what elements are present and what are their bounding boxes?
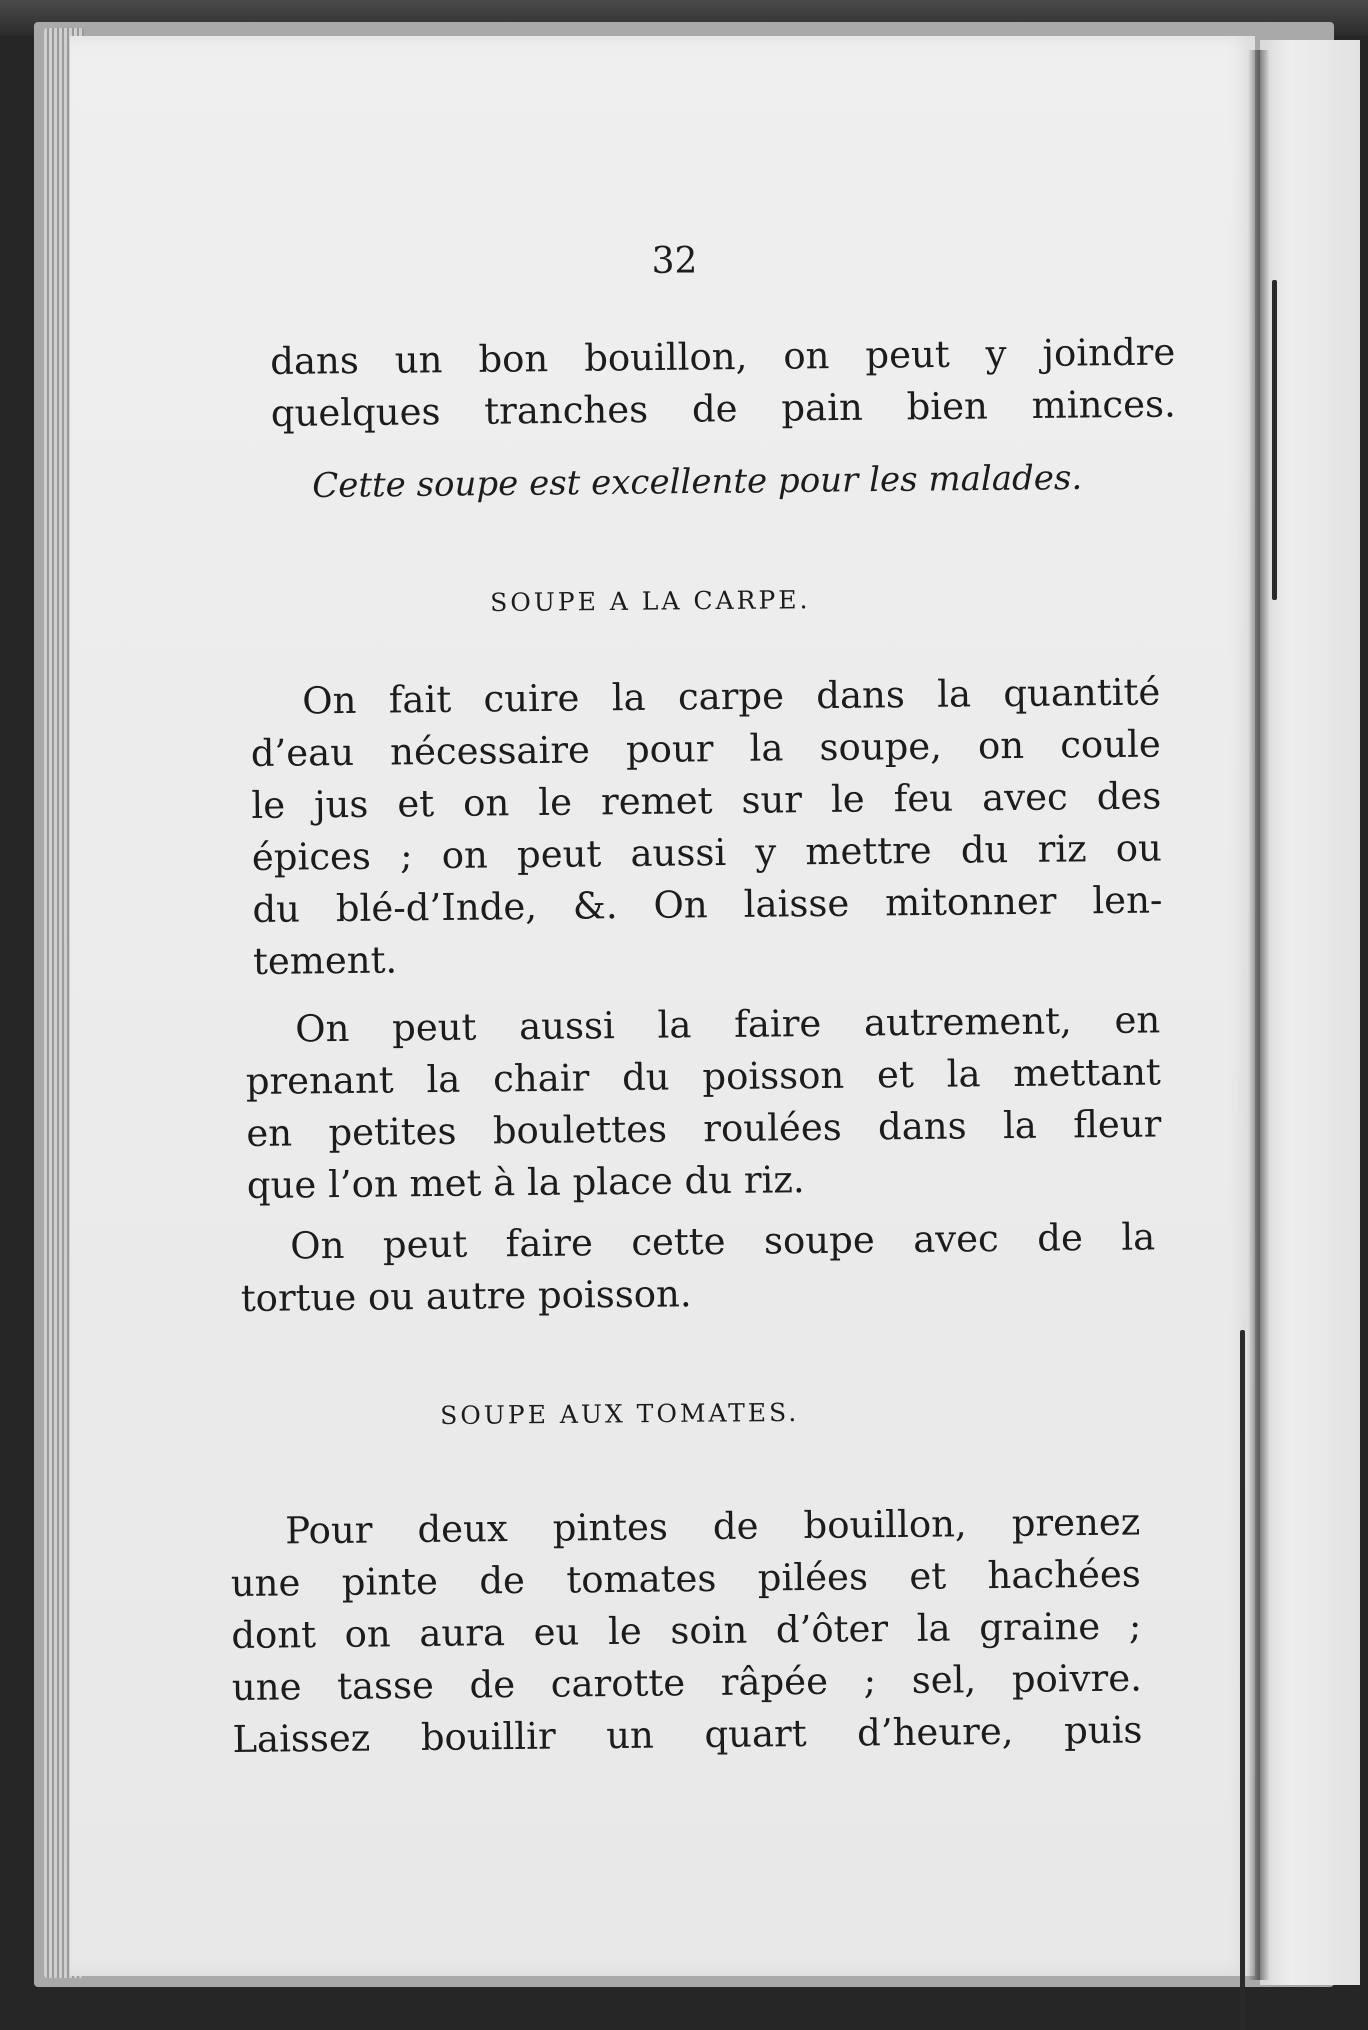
text-line: Laissez bouillir un quart d’heure, puis bbox=[232, 1708, 1143, 1761]
text-line: On peut aussi la faire autrement, en bbox=[295, 998, 1161, 1051]
text-line: une tasse de carotte râpée ; sel, poivre. bbox=[231, 1656, 1143, 1709]
binding-thread bbox=[1272, 280, 1277, 600]
section-title-carpe: SOUPE A LA CARPE. bbox=[490, 585, 811, 617]
section-title-tomates: SOUPE AUX TOMATES. bbox=[440, 1397, 800, 1430]
tomates-paragraph-1 bbox=[230, 1496, 1143, 1766]
text-line: tortue ou autre poisson. bbox=[240, 1272, 692, 1320]
carpe-paragraph-2 bbox=[245, 994, 1162, 1212]
text-line: d’eau nécessaire pour la soupe, on coule bbox=[250, 722, 1161, 775]
text-line: épices ; on peut aussi y mettre du riz ou bbox=[251, 826, 1163, 879]
text-line: dont on aura eu le soin d’ôter la graine ; bbox=[231, 1604, 1142, 1657]
book-page bbox=[70, 36, 1255, 1976]
text-line: tement. bbox=[252, 938, 398, 983]
text-line: que l’on met à la place du riz. bbox=[246, 1158, 805, 1207]
text-line: On fait cuire la carpe dans la quantité bbox=[302, 670, 1161, 723]
intro-paragraph bbox=[270, 327, 1176, 440]
text-line: quelques tranches de pain bien minces. bbox=[270, 382, 1176, 435]
text-line: On peut faire cette soupe avec de la bbox=[290, 1215, 1156, 1268]
text-line: en petites boulettes roulées dans la fleur bbox=[246, 1102, 1162, 1155]
text-line: une pinte de tomates pilées et hachées bbox=[230, 1552, 1141, 1605]
intro-note: Cette soupe est excellente pour les malades. bbox=[312, 457, 1083, 506]
carpe-paragraph-3 bbox=[240, 1211, 1156, 1325]
page-number: 32 bbox=[651, 241, 698, 282]
text-line: du blé-d’Inde, &. On laisse mitonner len- bbox=[252, 878, 1163, 931]
text-line: dans un bon bouillon, on peut y joindre bbox=[270, 330, 1176, 383]
carpe-paragraph-1 bbox=[250, 666, 1163, 988]
text-line: Pour deux pintes de bouillon, prenez bbox=[285, 1500, 1141, 1553]
text-line: le jus et on le remet sur le feu avec des bbox=[251, 774, 1162, 827]
text-line: prenant la chair du poisson et la mettant bbox=[245, 1050, 1161, 1103]
binding-thread bbox=[1240, 1330, 1245, 2030]
spine-shadow bbox=[1248, 50, 1270, 1980]
